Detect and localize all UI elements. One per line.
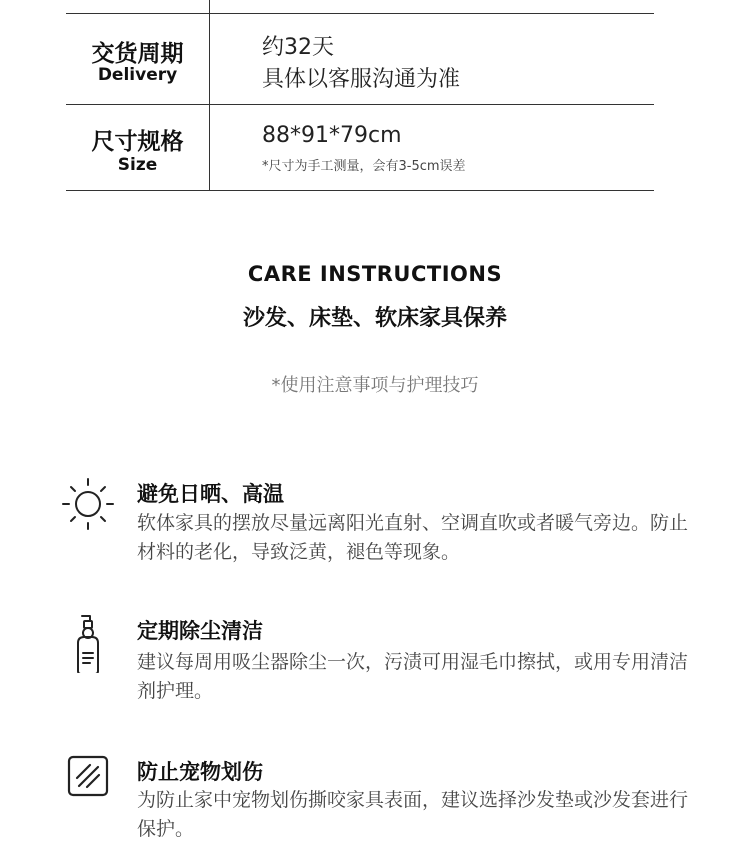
cleaner-bottle-icon	[60, 613, 116, 673]
table-column-divider	[209, 0, 210, 190]
tip-body: 建议每周用吸尘器除尘一次，污渍可用湿毛巾擦拭，或用专用清洁剂护理。	[137, 651, 689, 702]
table-divider	[66, 190, 654, 191]
scratch-icon	[60, 748, 116, 808]
row-value: 约32天	[262, 35, 334, 60]
sun-icon	[60, 474, 116, 534]
tip-body: 软体家具的摆放尽量远离阳光直射、空调直吹或者暖气旁边。防止材料的老化，导致泛黄，褪色等现象。	[137, 512, 689, 563]
row-note: *尺寸为手工测量，会有3-5cm误差	[262, 159, 466, 174]
row-value: 88*91*79cm	[262, 123, 402, 148]
row-label-cn: 尺寸规格	[91, 129, 184, 155]
table-divider	[66, 104, 654, 105]
row-label-en: Size	[117, 155, 158, 175]
tip-title: 避免日晒、高温	[137, 482, 284, 506]
row-value: 具体以客服沟通为准	[262, 67, 461, 92]
tip-title: 防止宠物划伤	[137, 760, 263, 784]
care-subtitle: *使用注意事项与护理技巧	[271, 375, 479, 396]
tip-body: 为防止家中宠物划伤撕咬家具表面，建议选择沙发垫或沙发套进行保护。	[137, 789, 689, 840]
table-divider	[66, 13, 654, 14]
tip-title: 定期除尘清洁	[137, 619, 263, 643]
care-title-cn: 沙发、床垫、软床家具保养	[242, 306, 507, 331]
row-label-cn: 交货周期	[91, 41, 184, 67]
row-label-en: Delivery	[97, 65, 178, 85]
care-title-en: CARE INSTRUCTIONS	[247, 262, 503, 286]
